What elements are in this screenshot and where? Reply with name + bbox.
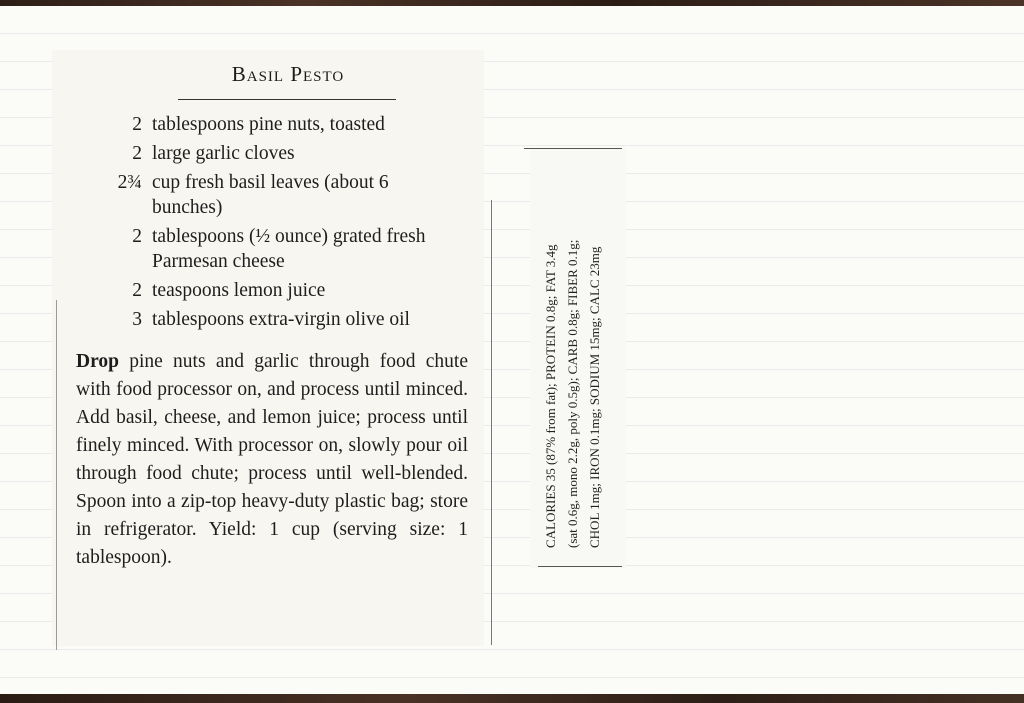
ingredient-text: tablespoons (½ ounce) grated fresh Parmesan cheese <box>152 226 426 272</box>
nutrition-rule-bottom <box>538 566 622 567</box>
wood-surface-bottom <box>0 694 1024 703</box>
instructions-text: pine nuts and garlic through food chute with food processor on, and process until minced. Add basil, cheese, and lemon juice; process until finely minced. With processor on, slowly pour oil through food chute; process until well-blended. Spoon into a zip-top heavy-duty plastic bag; store in refrigerator. Yield: 1 cup (serving size: 1 tablespoon). <box>76 351 468 568</box>
ingredient-item <box>84 141 484 166</box>
ingredient-text: tablespoons extra-virgin olive oil <box>152 309 410 330</box>
ingredient-list <box>84 112 484 336</box>
ingredient-text: large garlic cloves <box>152 143 295 164</box>
nutrition-line: CALORIES 35 (87% from fat); PROTEIN 0.8g; FAT 3.4g <box>543 244 558 548</box>
clipping-edge-rule-left <box>56 300 57 650</box>
ingredient-quantity: 2¾ <box>117 172 142 193</box>
ingredient-text: teaspoons lemon juice <box>152 280 326 301</box>
nutrition-rule-top <box>524 148 622 149</box>
ingredient-item <box>84 278 484 303</box>
ingredient-quantity: 3 <box>132 309 142 330</box>
ingredient-quantity: 2 <box>132 226 142 247</box>
ingredient-text: tablespoons pine nuts, toasted <box>152 114 385 135</box>
title-underline <box>178 99 396 100</box>
nutrition-line: (sat 0.6g, mono 2.2g, poly 0.5g); CARB 0.8g; FIBER 0.1g; <box>565 239 580 548</box>
recipe-instructions <box>76 348 468 572</box>
nutrition-line: CHOL 1mg; IRON 0.1mg; SODIUM 15mg; CALC 23mg <box>587 246 602 548</box>
recipe-title: Basil Pesto <box>231 62 345 86</box>
clipping-edge-rule <box>491 200 492 645</box>
ingredient-quantity: 2 <box>132 143 142 164</box>
nutrition-facts <box>540 158 606 548</box>
ingredient-quantity: 2 <box>132 280 142 301</box>
ingredient-item <box>84 224 484 274</box>
ingredient-text: cup fresh basil leaves (about 6 bunches) <box>152 172 389 218</box>
ingredient-item <box>84 112 484 137</box>
ingredient-quantity: 2 <box>132 114 142 135</box>
ingredient-item <box>84 307 484 332</box>
ingredient-item <box>84 170 484 220</box>
instructions-lead-word: Drop <box>76 351 119 372</box>
